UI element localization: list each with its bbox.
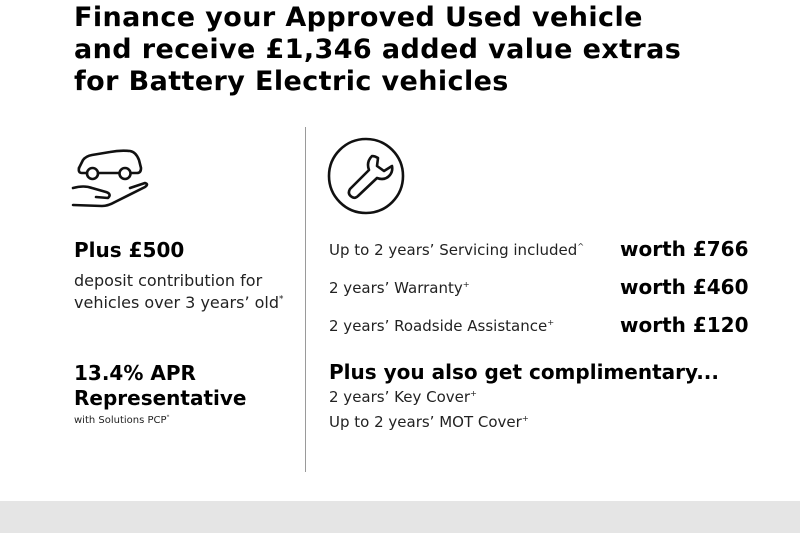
car-in-hand-icon <box>70 138 150 208</box>
apr-line-1: 13.4% APR <box>74 361 196 385</box>
benefit-row-roadside <box>329 307 759 337</box>
footnote-mark: ^ <box>577 241 585 251</box>
footnote-mark: + <box>521 413 529 423</box>
deposit-description <box>74 270 283 314</box>
column-divider <box>305 127 306 472</box>
footnote-mark: + <box>470 388 477 398</box>
benefit-worth: worth £766 <box>620 237 749 261</box>
benefit-label: 2 years’ Warranty+ <box>329 279 470 297</box>
complimentary-title: Plus you also get complimentary... <box>329 360 719 384</box>
footer-bar <box>0 501 800 533</box>
headline-line-3: for Battery Electric vehicles <box>74 66 509 97</box>
benefit-row-warranty <box>329 269 759 299</box>
apr-line-2: Representative <box>74 386 247 410</box>
headline-line-1: Finance your Approved Used vehicle <box>74 2 643 33</box>
wrench-icon <box>326 136 406 216</box>
deposit-footnote-mark: * <box>279 294 284 305</box>
deposit-desc-line-2: vehicles over 3 years’ old* <box>74 293 284 312</box>
headline <box>74 2 774 98</box>
apr-subtext: with Solutions PCP* <box>74 414 170 426</box>
benefit-row-servicing <box>329 231 759 261</box>
apr-title <box>74 361 247 411</box>
complimentary-item-mot-cover: Up to 2 years’ MOT Cover+ <box>329 413 529 431</box>
benefit-label: Up to 2 years’ Servicing included^ <box>329 241 585 259</box>
deposit-title: Plus £500 <box>74 238 185 262</box>
footnote-mark: + <box>462 279 470 289</box>
apr-footnote-mark: * <box>166 414 170 421</box>
complimentary-item-key-cover: 2 years’ Key Cover+ <box>329 388 477 406</box>
benefit-worth: worth £460 <box>620 275 749 299</box>
headline-line-2: and receive £1,346 added value extras <box>74 34 682 65</box>
deposit-desc-line-1: deposit contribution for <box>74 271 263 290</box>
footnote-mark: + <box>547 317 555 327</box>
benefit-worth: worth £120 <box>620 313 749 337</box>
benefit-label: 2 years’ Roadside Assistance+ <box>329 317 555 335</box>
